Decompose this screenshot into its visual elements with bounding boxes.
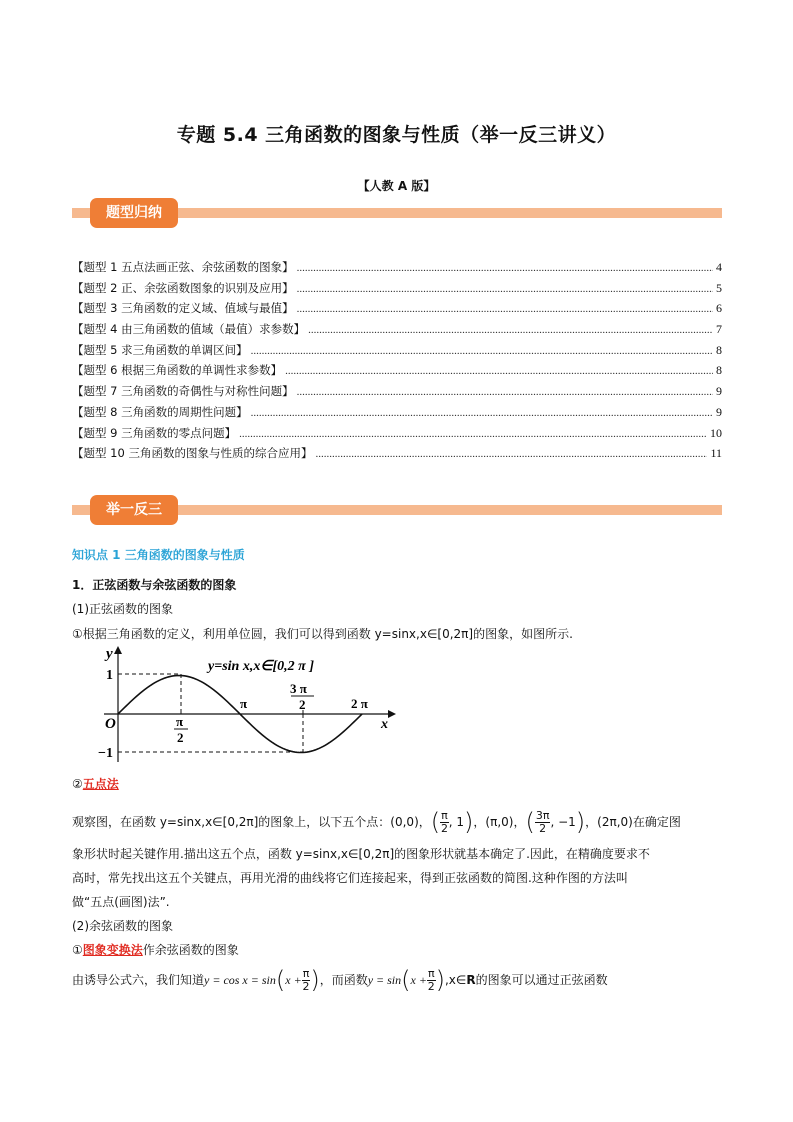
subheading-cosine-graph: (2)余弦函数的图象 [72, 919, 173, 933]
numerator: 3π [535, 808, 550, 822]
numerator: π [302, 966, 310, 980]
toc-item[interactable] [72, 383, 722, 404]
toc-item-label: 【题型 5 求三角函数的单调区间】 [72, 342, 248, 357]
x-tick-pi: π [240, 696, 248, 711]
text-run: ，(π,0)， [473, 815, 526, 829]
text-run: , 1 [448, 815, 465, 829]
toc-item-page: 10 [710, 425, 722, 440]
toc-leader-dots [297, 283, 713, 295]
fraction [440, 810, 449, 835]
toc-item-page: 11 [710, 446, 722, 461]
toc-leader-dots [239, 428, 707, 440]
toc-item[interactable] [72, 404, 722, 425]
y-axis-label: y [106, 646, 113, 662]
math-run: y = sin [367, 973, 402, 987]
toc-leader-dots [297, 386, 713, 398]
numerator: π [427, 966, 435, 980]
table-of-contents [72, 259, 722, 466]
set-symbol: R [466, 973, 476, 987]
denominator: 2 [302, 979, 310, 993]
paren-close: ) [310, 966, 320, 994]
denominator: 2 [440, 821, 448, 835]
paren-open: ( [401, 966, 411, 994]
toc-item-label: 【题型 6 根据三角函数的单调性求参数】 [72, 363, 283, 378]
transform-method-heading [72, 941, 239, 958]
text-run: 作余弦函数的图象 [142, 943, 239, 957]
paren-close: ) [464, 808, 474, 836]
five-point-heading [72, 775, 119, 792]
x-tick-half-pi-den: 2 [177, 730, 184, 745]
page-title: 专题 5.4 三角函数的图象与性质（举一反三讲义） [176, 124, 617, 146]
toc-item-page: 8 [716, 342, 722, 357]
paragraph-line: 做“五点(画图)法”. [72, 895, 170, 909]
text-run: 由诱导公式六，我们知道 [72, 973, 205, 987]
toc-item-label: 【题型 8 三角函数的周期性问题】 [72, 404, 248, 419]
toc-item-page: 9 [716, 384, 722, 399]
toc-item-label: 【题型 7 三角函数的奇偶性与对称性问题】 [72, 384, 294, 399]
paragraph-line [72, 802, 724, 842]
toc-leader-dots [308, 324, 713, 336]
toc-item[interactable] [72, 259, 722, 280]
toc-item-page: 8 [716, 363, 722, 378]
paragraph-induction-formula [72, 960, 724, 1000]
section-tag-question-types: 题型归纳 [90, 198, 178, 228]
toc-leader-dots [315, 448, 707, 460]
toc-item-label: 【题型 4 由三角函数的值域（最值）求参数】 [72, 322, 306, 337]
toc-item[interactable] [72, 445, 722, 466]
five-point-method-link[interactable]: 五点法 [82, 777, 119, 791]
toc-leader-dots [251, 407, 713, 419]
numerator: π [441, 808, 448, 822]
circled-number: ② [72, 777, 83, 791]
toc-item-page: 6 [716, 301, 722, 316]
paren-open: ( [525, 808, 535, 836]
x-axis-arrow-icon [388, 710, 396, 718]
text-run: ，而函数 [319, 973, 368, 987]
toc-item-label: 【题型 3 三角函数的定义域、值域与最值】 [72, 301, 294, 316]
x-tick-half-pi-num: π [176, 714, 184, 729]
circled-number: ① [72, 943, 83, 957]
paren-close: ) [575, 808, 586, 836]
paren-close: ) [435, 966, 445, 994]
origin-label: O [105, 716, 116, 732]
toc-item-page: 9 [716, 404, 722, 419]
y-axis-arrow-icon [114, 646, 122, 654]
x-tick-two-pi: 2 π [351, 696, 368, 711]
toc-item[interactable] [72, 342, 722, 363]
toc-item-label: 【题型 1 五点法画正弦、余弦函数的图象】 [72, 260, 294, 274]
toc-leader-dots [297, 262, 713, 274]
text-run: ，(2π,0)在确定图 [585, 815, 681, 829]
denominator: 2 [427, 979, 435, 993]
text-run: ,x∈ [444, 973, 467, 987]
y-tick-minus1: −1 [98, 746, 113, 761]
toc-item[interactable] [72, 280, 722, 301]
math-run: x + [285, 973, 302, 987]
toc-item-page: 4 [716, 260, 722, 274]
text-run: , −1 [550, 815, 576, 829]
paragraph-unit-circle: ①根据三角函数的定义，利用单位圆，我们可以得到函数 y=sinx,x∈[0,2π]的图象，如图所示. [72, 627, 573, 641]
toc-item-label: 【题型 10 三角函数的图象与性质的综合应用】 [72, 446, 313, 461]
x-axis-label: x [381, 717, 388, 732]
text-run: 的图象可以通过正弦函数 [475, 973, 608, 987]
heading-sine-cosine-graphs: 1．正弦函数与余弦函数的图象 [72, 578, 237, 592]
toc-leader-dots [285, 365, 713, 377]
fraction [535, 810, 551, 835]
toc-item[interactable] [72, 362, 722, 383]
toc-leader-dots [297, 303, 713, 315]
y-tick-1: 1 [106, 668, 113, 683]
toc-item[interactable] [72, 300, 722, 321]
paragraph-line: 高时，常先找出这五个关键点，再用光滑的曲线将它们连接起来，得到正弦函数的简图.这种作图的方法叫 [72, 871, 628, 885]
denominator: 2 [539, 821, 547, 835]
fraction [427, 968, 436, 993]
paren-open: ( [430, 808, 441, 836]
transform-method-link[interactable]: 图象变换法 [82, 943, 143, 957]
math-run: x + [410, 973, 427, 987]
sine-graph [98, 644, 398, 768]
x-tick-three-half-pi-den: 2 [299, 697, 306, 712]
math-run: y = cos x = sin [204, 973, 276, 987]
edition-subtitle: 【人教 A 版】 [357, 179, 436, 193]
toc-item-label: 【题型 2 正、余弦函数图象的识别及应用】 [72, 280, 294, 295]
x-tick-three-half-pi-num: 3 π [290, 681, 307, 696]
toc-item[interactable] [72, 425, 722, 446]
toc-item[interactable] [72, 321, 722, 342]
fraction [302, 968, 311, 993]
paren-open: ( [275, 966, 286, 994]
graph-caption: y=sin x,x∈[0,2 π ] [208, 659, 314, 674]
toc-item-page: 5 [716, 280, 722, 295]
toc-item-label: 【题型 9 三角函数的零点问题】 [72, 425, 237, 440]
subheading-sine-graph: (1)正弦函数的图象 [72, 602, 173, 616]
text-run: 观察图，在函数 y=sinx,x∈[0,2π]的图象上，以下五个点：(0,0)， [72, 815, 431, 829]
paragraph-five-points [72, 802, 724, 914]
section-tag-examples: 举一反三 [90, 495, 178, 525]
knowledge-point-heading: 知识点 1 三角函数的图象与性质 [72, 548, 245, 562]
toc-item-page: 7 [716, 322, 722, 337]
paragraph-line: 象形状时起关键作用.描出这五个点，函数 y=sinx,x∈[0,2π]的图象形状就基本确定了.因此，在精确度要求不 [72, 847, 650, 861]
toc-leader-dots [251, 345, 713, 357]
